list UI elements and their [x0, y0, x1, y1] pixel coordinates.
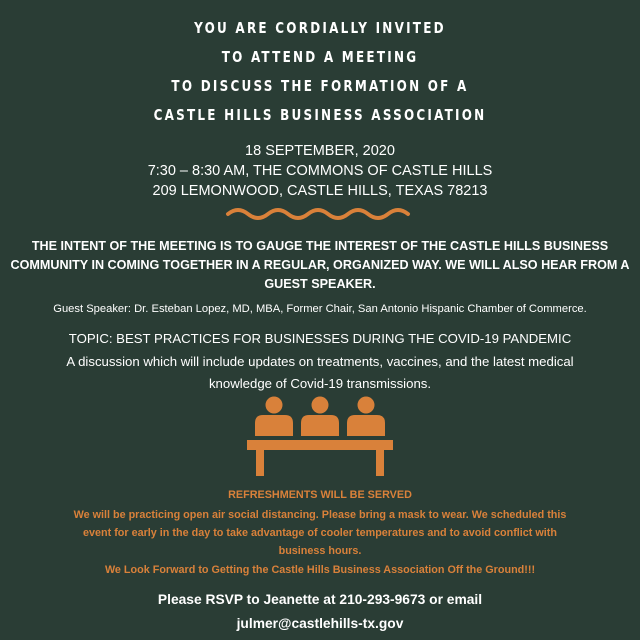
refreshments-heading: REFRESHMENTS WILL BE SERVED: [228, 489, 412, 501]
wavy-line-icon: [224, 206, 416, 222]
meeting-table-icon: [247, 396, 393, 476]
rsvp-line: Please RSVP to Jeanette at 210-293-9673 or email: [157, 592, 483, 607]
event-date: 18 SEPTEMBER, 2020: [245, 143, 395, 159]
invitation-line: YOU ARE CORDIALLY INVITED: [194, 19, 446, 37]
topic: TOPIC: BEST PRACTICES FOR BUSINESSES DURING THE COVID-19 PANDEMIC: [68, 331, 572, 346]
invitation-line: TO DISCUSS THE FORMATION OF A: [171, 77, 469, 95]
closing-message: We Look Forward to Getting the Castle Hills Business Association Off the Ground!!!: [104, 564, 536, 576]
event-time-place: 7:30 – 8:30 AM, THE COMMONS OF CASTLE HILLS: [147, 163, 493, 179]
rsvp-info: [0, 588, 640, 636]
event-details: [0, 141, 640, 201]
invitation-heading: [45, 14, 595, 130]
invitation-line: TO ATTEND A MEETING: [221, 48, 419, 66]
rsvp-email[interactable]: julmer@castlehills-tx.gov: [236, 616, 404, 631]
meeting-intent: THE INTENT OF THE MEETING IS TO GAUGE THE INTEREST OF THE CASTLE HILLS BUSINESS COMMUNITY IN COMING TOGETHER IN A REGULAR, ORGANIZED WAY. WE WILL ALSO HEAR FROM A GUEST SPEAKER.: [10, 239, 630, 291]
distancing-notice: We will be practicing open air social distancing. Please bring a mask to wear. We scheduled this event for early in the day to take advantage of cooler temperatures and to avoid conflict with business hours.: [73, 509, 567, 557]
guest-speaker: Guest Speaker: Dr. Esteban Lopez, MD, MBA, Former Chair, San Antonio Hispanic Chamber of Commerce.: [53, 303, 587, 315]
discussion-description: A discussion which will include updates on treatments, vaccines, and the latest medical knowledge of Covid-19 transmissions.: [66, 354, 574, 391]
event-address: 209 LEMONWOOD, CASTLE HILLS, TEXAS 78213: [152, 183, 488, 199]
invitation-line: CASTLE HILLS BUSINESS ASSOCIATION: [153, 106, 487, 124]
